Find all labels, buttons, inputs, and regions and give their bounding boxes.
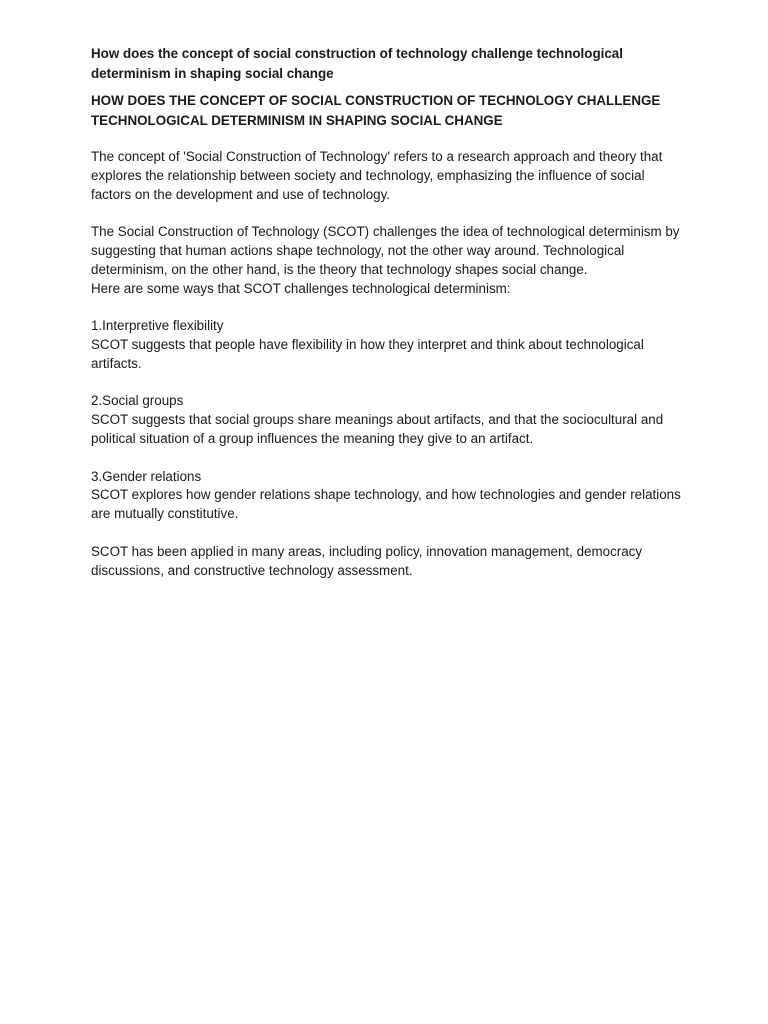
point-body: SCOT explores how gender relations shape technology, and how technologies and gender relations are mutually constitutive.: [91, 487, 681, 522]
point-title: 2.Social groups: [91, 393, 184, 409]
point-title: 1.Interpretive flexibility: [91, 318, 224, 334]
document-title: How does the concept of social construction of technology challenge technological determinism in shaping social change: [91, 46, 623, 81]
spacer: [91, 449, 681, 468]
spacer: [91, 204, 681, 223]
scot-lead-in: Here are some ways that SCOT challenges technological determinism:: [91, 280, 511, 296]
spacer: [91, 298, 681, 317]
conclusion-paragraph: SCOT has been applied in many areas, including policy, innovation management, democracy discussions, and constructive technology assessment.: [91, 543, 643, 578]
spacer: [91, 131, 681, 148]
point-body: SCOT suggests that social groups share meanings about artifacts, and that the sociocultural and political situation of a group influences the meaning they give to an artifact.: [91, 412, 664, 446]
point-title: 3.Gender relations: [91, 468, 202, 484]
document-page: [91, 44, 681, 580]
scot-paragraph: The Social Construction of Technology (SCOT) challenges the idea of technological determinism by suggesting that human actions shape technology, not the other way around. Technological determinism, on the other hand, is the theory that technology shapes social change.: [91, 224, 680, 277]
point-body: SCOT suggests that people have flexibility in how they interpret and think about technological artifacts.: [91, 336, 644, 371]
document-heading: HOW DOES THE CONCEPT OF SOCIAL CONSTRUCTION OF TECHNOLOGY CHALLENGE TECHNOLOGICAL DETERMINISM IN SHAPING SOCIAL CHANGE: [91, 93, 661, 128]
intro-paragraph: The concept of 'Social Construction of Technology' refers to a research approach and theory that explores the relationship between society and technology, emphasizing the influence of social factors on the development and use of technology.: [91, 149, 663, 202]
spacer: [91, 374, 681, 393]
spacer: [91, 524, 681, 543]
